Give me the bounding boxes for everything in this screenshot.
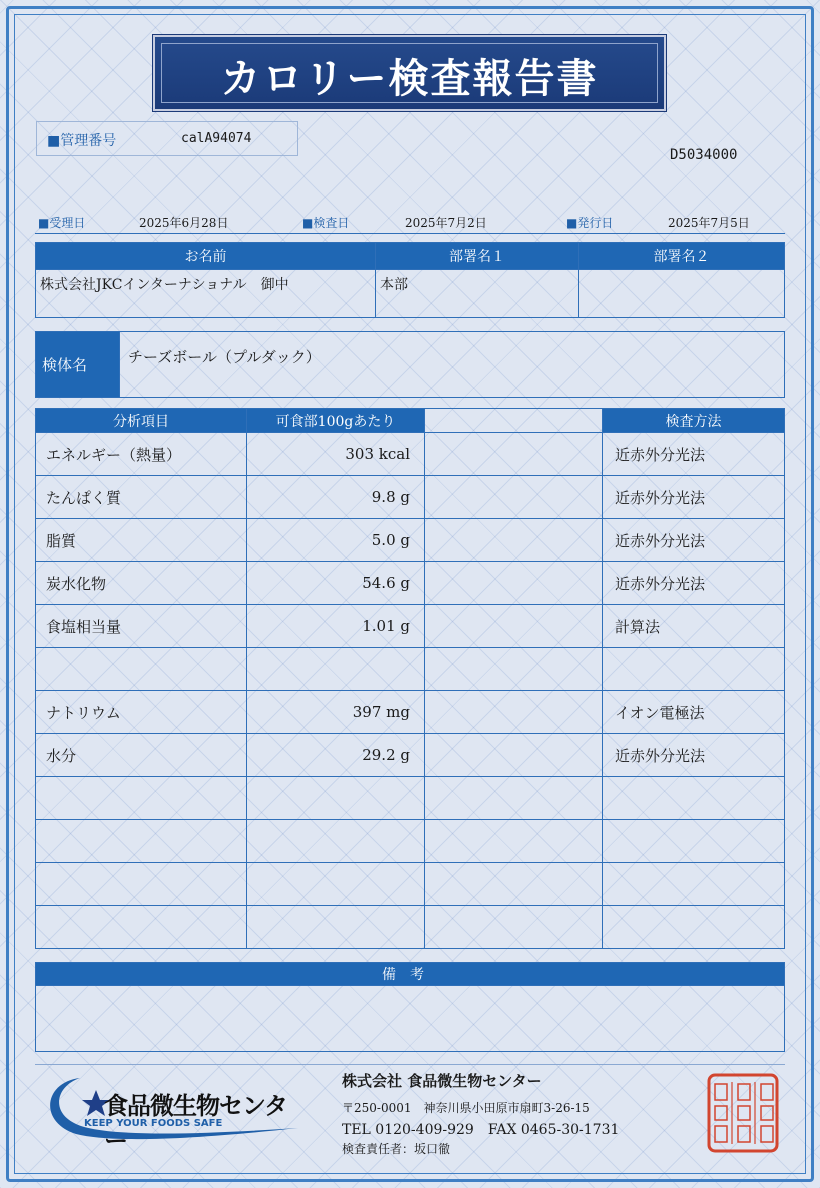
analysis-amount: 397 mg: [247, 691, 425, 734]
table-row: [36, 648, 785, 691]
method-header: 検査方法: [603, 409, 785, 433]
analysis-method: 近赤外分光法: [603, 433, 785, 476]
analysis-extra: [425, 476, 603, 519]
dept2-header: 部署名２: [579, 243, 785, 270]
analysis-item: [36, 777, 247, 820]
analysis-extra: [425, 605, 603, 648]
analysis-method: 近赤外分光法: [603, 562, 785, 605]
analysis-amount: 9.8 g: [247, 476, 425, 519]
report-title: カロリー検査報告書: [220, 55, 599, 102]
analysis-method: 近赤外分光法: [603, 476, 785, 519]
company-address: 〒250-0001 神奈川県小田原市扇町3-26-15: [342, 1101, 590, 1115]
table-row: [36, 562, 785, 605]
company-seal-icon: [706, 1072, 780, 1154]
analysis-item: ナトリウム: [36, 691, 247, 734]
issue-date-label: ■発行日: [566, 216, 614, 230]
analysis-method: [603, 906, 785, 949]
analysis-table: [35, 408, 785, 949]
inspection-date-value: 2025年7月2日: [405, 216, 487, 230]
client-table: [35, 242, 785, 318]
analysis-item: [36, 648, 247, 691]
document-number: D5034000: [670, 147, 738, 163]
table-row: [36, 476, 785, 519]
table-row: [36, 433, 785, 476]
analysis-extra: [425, 562, 603, 605]
inspection-responsible: 検査責任者：坂口徹: [342, 1142, 451, 1156]
analysis-extra: [425, 433, 603, 476]
analysis-method: [603, 863, 785, 906]
analysis-item: [36, 906, 247, 949]
table-row: [36, 863, 785, 906]
analysis-method: 計算法: [603, 605, 785, 648]
company-name: 株式会社 食品微生物センター: [342, 1072, 542, 1090]
table-row: [36, 605, 785, 648]
analysis-amount: 303 kcal: [247, 433, 425, 476]
specimen-table: [35, 331, 785, 398]
analysis-item: 脂質: [36, 519, 247, 562]
analysis-extra: [425, 648, 603, 691]
date-divider: [35, 233, 785, 234]
specimen-label: 検体名: [36, 332, 120, 398]
analysis-method: イオン電極法: [603, 691, 785, 734]
analysis-item: 食塩相当量: [36, 605, 247, 648]
notes-content: [36, 986, 785, 1052]
item-header: 分析項目: [36, 409, 247, 433]
analysis-extra: [425, 691, 603, 734]
logo-text: 食品微生物センター: [104, 1092, 288, 1155]
received-date-value: 2025年6月28日: [139, 216, 229, 230]
analysis-method: 近赤外分光法: [603, 519, 785, 562]
issue-date-value: 2025年7月5日: [668, 216, 750, 230]
analysis-item: [36, 820, 247, 863]
dept1-header: 部署名１: [376, 243, 579, 270]
footer-divider: [35, 1064, 785, 1065]
table-row: [36, 906, 785, 949]
analysis-extra: [425, 820, 603, 863]
analysis-amount: 5.0 g: [247, 519, 425, 562]
blank-header: [425, 409, 603, 433]
received-date-label: ■受理日: [38, 216, 86, 230]
analysis-amount: 1.01 g: [247, 605, 425, 648]
analysis-extra: [425, 734, 603, 777]
analysis-method: [603, 777, 785, 820]
analysis-extra: [425, 777, 603, 820]
analysis-extra: [425, 863, 603, 906]
dept2-value: [579, 270, 785, 318]
management-number-label: ■管理番号: [47, 133, 117, 149]
analysis-item: エネルギー（熱量）: [36, 433, 247, 476]
analysis-method: [603, 648, 785, 691]
analysis-amount: 29.2 g: [247, 734, 425, 777]
notes-table: [35, 962, 785, 1052]
analysis-amount: [247, 648, 425, 691]
company-phone-fax: TEL 0120-409-929 FAX 0465-30-1731: [342, 1122, 620, 1138]
title-banner: [153, 35, 666, 111]
dept1-value: 本部: [376, 270, 579, 318]
specimen-value: チーズボール（プルダック）: [120, 332, 785, 398]
logo-tagline: KEEP YOUR FOODS SAFE: [84, 1118, 223, 1129]
table-row: [36, 777, 785, 820]
management-number-value: calA94074: [181, 131, 252, 146]
analysis-amount: [247, 777, 425, 820]
analysis-amount: [247, 906, 425, 949]
table-row: [36, 519, 785, 562]
analysis-item: 水分: [36, 734, 247, 777]
amount-header: 可食部100gあたり: [247, 409, 425, 433]
notes-header: 備考: [36, 963, 785, 986]
analysis-amount: 54.6 g: [247, 562, 425, 605]
analysis-method: 近赤外分光法: [603, 734, 785, 777]
analysis-extra: [425, 519, 603, 562]
analysis-amount: [247, 863, 425, 906]
company-logo: [36, 1072, 304, 1155]
analysis-item: [36, 863, 247, 906]
analysis-extra: [425, 906, 603, 949]
table-row: [36, 734, 785, 777]
table-row: [36, 820, 785, 863]
inspection-date-label: ■検査日: [302, 216, 350, 230]
analysis-method: [603, 820, 785, 863]
client-name-header: お名前: [36, 243, 376, 270]
client-name: 株式会社JKCインターナショナル 御中: [36, 270, 376, 318]
table-row: [36, 691, 785, 734]
analysis-item: 炭水化物: [36, 562, 247, 605]
analysis-amount: [247, 820, 425, 863]
analysis-item: たんぱく質: [36, 476, 247, 519]
management-number-box: [36, 121, 298, 156]
